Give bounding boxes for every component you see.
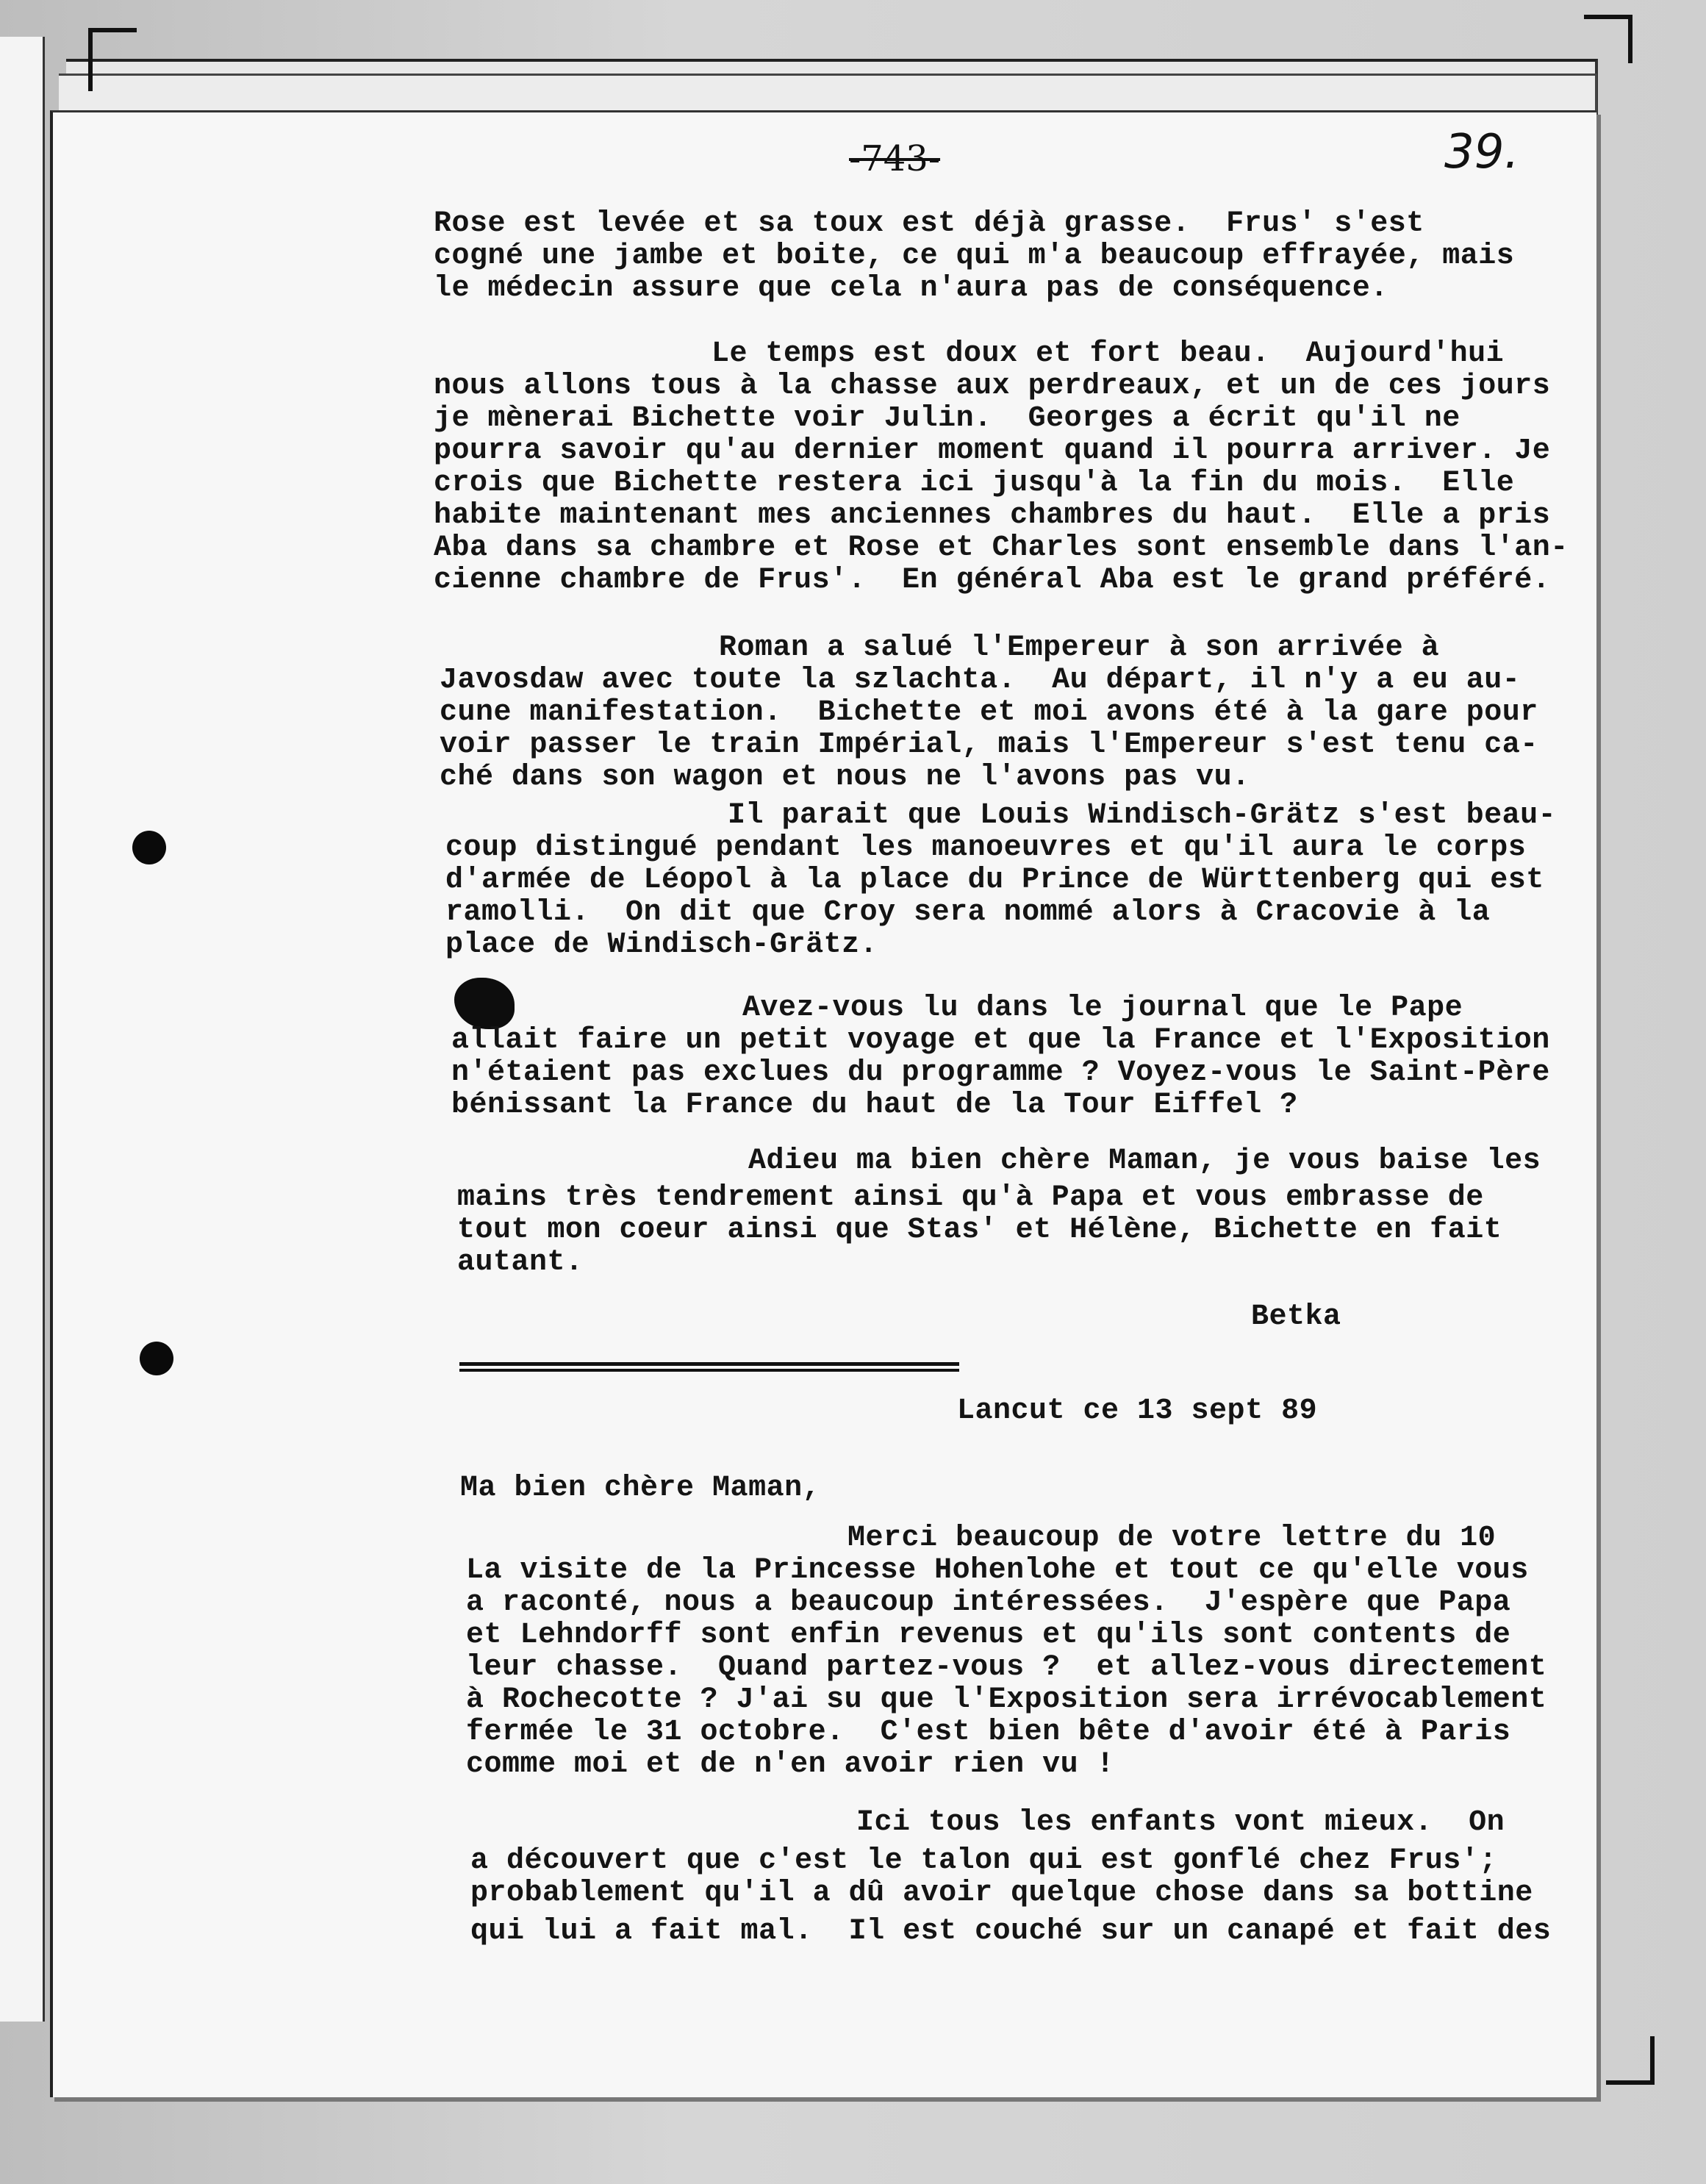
text-line: place de Windisch-Grätz. bbox=[445, 928, 878, 962]
text-line: Ici tous les enfants vont mieux. On bbox=[856, 1806, 1505, 1839]
text-line: Aba dans sa chambre et Rose et Charles sont ensemble dans l'an- bbox=[434, 531, 1569, 565]
signature: Betka bbox=[1251, 1300, 1341, 1333]
text-line: Il parait que Louis Windisch-Grätz s'est beau- bbox=[728, 799, 1557, 832]
text-line: ché dans son wagon et nous ne l'avons pas vu. bbox=[440, 761, 1250, 794]
text-line: probablement qu'il a dû avoir quelque chose dans sa bottine bbox=[470, 1877, 1533, 1910]
handwritten-folio: 39. bbox=[1444, 125, 1519, 179]
text-line: bénissant la France du haut de la Tour Eiffel ? bbox=[451, 1089, 1298, 1122]
text-line: coup distingué pendant les manoeuvres et qu'il aura le corps bbox=[445, 831, 1527, 864]
punch-hole-lower bbox=[140, 1342, 173, 1375]
text-line: leur chasse. Quand partez-vous ? et allez-vous directement bbox=[466, 1651, 1547, 1684]
text-line: cienne chambre de Frus'. En général Aba est le grand préféré. bbox=[434, 564, 1551, 597]
text-line: cune manifestation. Bichette et moi avons été à la gare pour bbox=[440, 696, 1538, 729]
text-line: La visite de la Princesse Hohenlohe et tout ce qu'elle vous bbox=[466, 1554, 1529, 1587]
text-line: tout mon coeur ainsi que Stas' et Hélène, Bichette en fait bbox=[457, 1214, 1502, 1247]
text-line: autant. bbox=[457, 1246, 584, 1279]
text-line: nous allons tous à la chasse aux perdreaux, et un de ces jours bbox=[434, 370, 1551, 403]
text-line: et Lehndorff sont enfin revenus et qu'ils sont contents de bbox=[466, 1619, 1511, 1652]
text-line: a raconté, nous a beaucoup intéressées. J'espère que Papa bbox=[466, 1586, 1511, 1619]
crop-mark-top-left bbox=[88, 28, 137, 91]
page-number: -743- bbox=[849, 138, 941, 179]
text-line: a découvert que c'est le talon qui est gonflé chez Frus'; bbox=[470, 1844, 1497, 1877]
text-line: à Rochecotte ? J'ai su que l'Exposition sera irrévocablement bbox=[466, 1683, 1547, 1716]
letter-dateline: Lancut ce 13 sept 89 bbox=[957, 1394, 1318, 1428]
text-line: crois que Bichette restera ici jusqu'à la fin du mois. Elle bbox=[434, 467, 1515, 500]
text-line: Adieu ma bien chère Maman, je vous baise les bbox=[748, 1145, 1541, 1178]
separator-line bbox=[459, 1369, 959, 1372]
text-line: pourra savoir qu'au dernier moment quand il pourra arriver. Je bbox=[434, 434, 1551, 468]
text-line: fermée le 31 octobre. C'est bien bête d'avoir été à Paris bbox=[466, 1716, 1511, 1749]
salutation: Ma bien chère Maman, bbox=[460, 1472, 821, 1505]
text-line: comme moi et de n'en avoir rien vu ! bbox=[466, 1748, 1115, 1781]
text-line: allait faire un petit voyage et que la France et l'Exposition bbox=[451, 1024, 1550, 1057]
text-line: Avez-vous lu dans le journal que le Pape bbox=[742, 992, 1463, 1025]
text-line: n'étaient pas exclues du programme ? Voyez-vous le Saint-Père bbox=[451, 1056, 1550, 1089]
text-line: qui lui a fait mal. Il est couché sur un canapé et fait des bbox=[470, 1915, 1552, 1948]
text-line: mains très tendrement ainsi qu'à Papa et vous embrasse de bbox=[457, 1181, 1484, 1214]
text-line: je mènerai Bichette voir Julin. Georges a écrit qu'il ne bbox=[434, 402, 1461, 435]
adjacent-page-edge bbox=[0, 37, 45, 2022]
crop-mark-bottom-right bbox=[1606, 2036, 1655, 2085]
text-line: le médecin assure que cela n'aura pas de conséquence. bbox=[434, 272, 1388, 305]
separator-line bbox=[459, 1362, 959, 1366]
punch-hole-upper bbox=[132, 831, 166, 864]
text-line: ramolli. On dit que Croy sera nommé alors à Cracovie à la bbox=[445, 896, 1491, 929]
text-line: Merci beaucoup de votre lettre du 10 bbox=[847, 1522, 1497, 1555]
text-line: cogné une jambe et boite, ce qui m'a beaucoup effrayée, mais bbox=[434, 240, 1515, 273]
text-line: d'armée de Léopol à la place du Prince de Württenberg qui est bbox=[445, 864, 1544, 897]
text-line: Rose est levée et sa toux est déjà grasse. Frus' s'est bbox=[434, 207, 1424, 240]
text-line: Le temps est doux et fort beau. Aujourd'hui bbox=[712, 337, 1505, 370]
text-line: Javosdaw avec toute la szlachta. Au départ, il n'y a eu au- bbox=[440, 664, 1521, 697]
text-line: habite maintenant mes anciennes chambres du haut. Elle a pris bbox=[434, 499, 1551, 532]
crop-mark-top-right bbox=[1584, 15, 1632, 63]
text-line: Roman a salué l'Empereur à son arrivée à bbox=[719, 631, 1440, 665]
text-line: voir passer le train Impérial, mais l'Empereur s'est tenu ca- bbox=[440, 728, 1538, 762]
